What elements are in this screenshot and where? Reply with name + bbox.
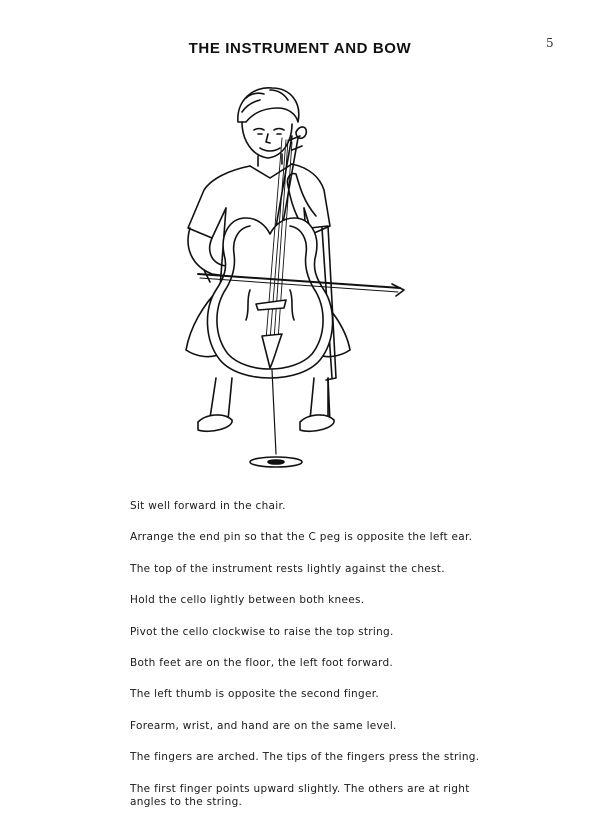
instruction-list bbox=[130, 500, 490, 827]
instruction-item: Pivot the cello clockwise to raise the top string. bbox=[130, 625, 394, 638]
instruction-item: Sit well forward in the chair. bbox=[130, 500, 286, 512]
instruction-item: Hold the cello lightly between both knees. bbox=[130, 594, 365, 607]
page-title: THE INSTRUMENT AND BOW bbox=[188, 40, 412, 57]
instruction-item: Arrange the end pin so that the C peg is opposite the left ear. bbox=[130, 531, 473, 544]
instruction-item: The first finger points upward slightly. The others are at right angles to the string. bbox=[130, 782, 470, 808]
instruction-item: The top of the instrument rests lightly against the chest. bbox=[130, 562, 445, 575]
page-number: 5 bbox=[546, 36, 554, 50]
instruction-item: Both feet are on the floor, the left foot forward. bbox=[130, 656, 394, 669]
cellist-illustration-icon bbox=[150, 78, 430, 490]
instruction-item: The left thumb is opposite the second finger. bbox=[130, 688, 380, 701]
instruction-item: The fingers are arched. The tips of the fingers press the string. bbox=[130, 751, 480, 764]
instruction-item: Forearm, wrist, and hand are on the same level. bbox=[130, 719, 397, 732]
